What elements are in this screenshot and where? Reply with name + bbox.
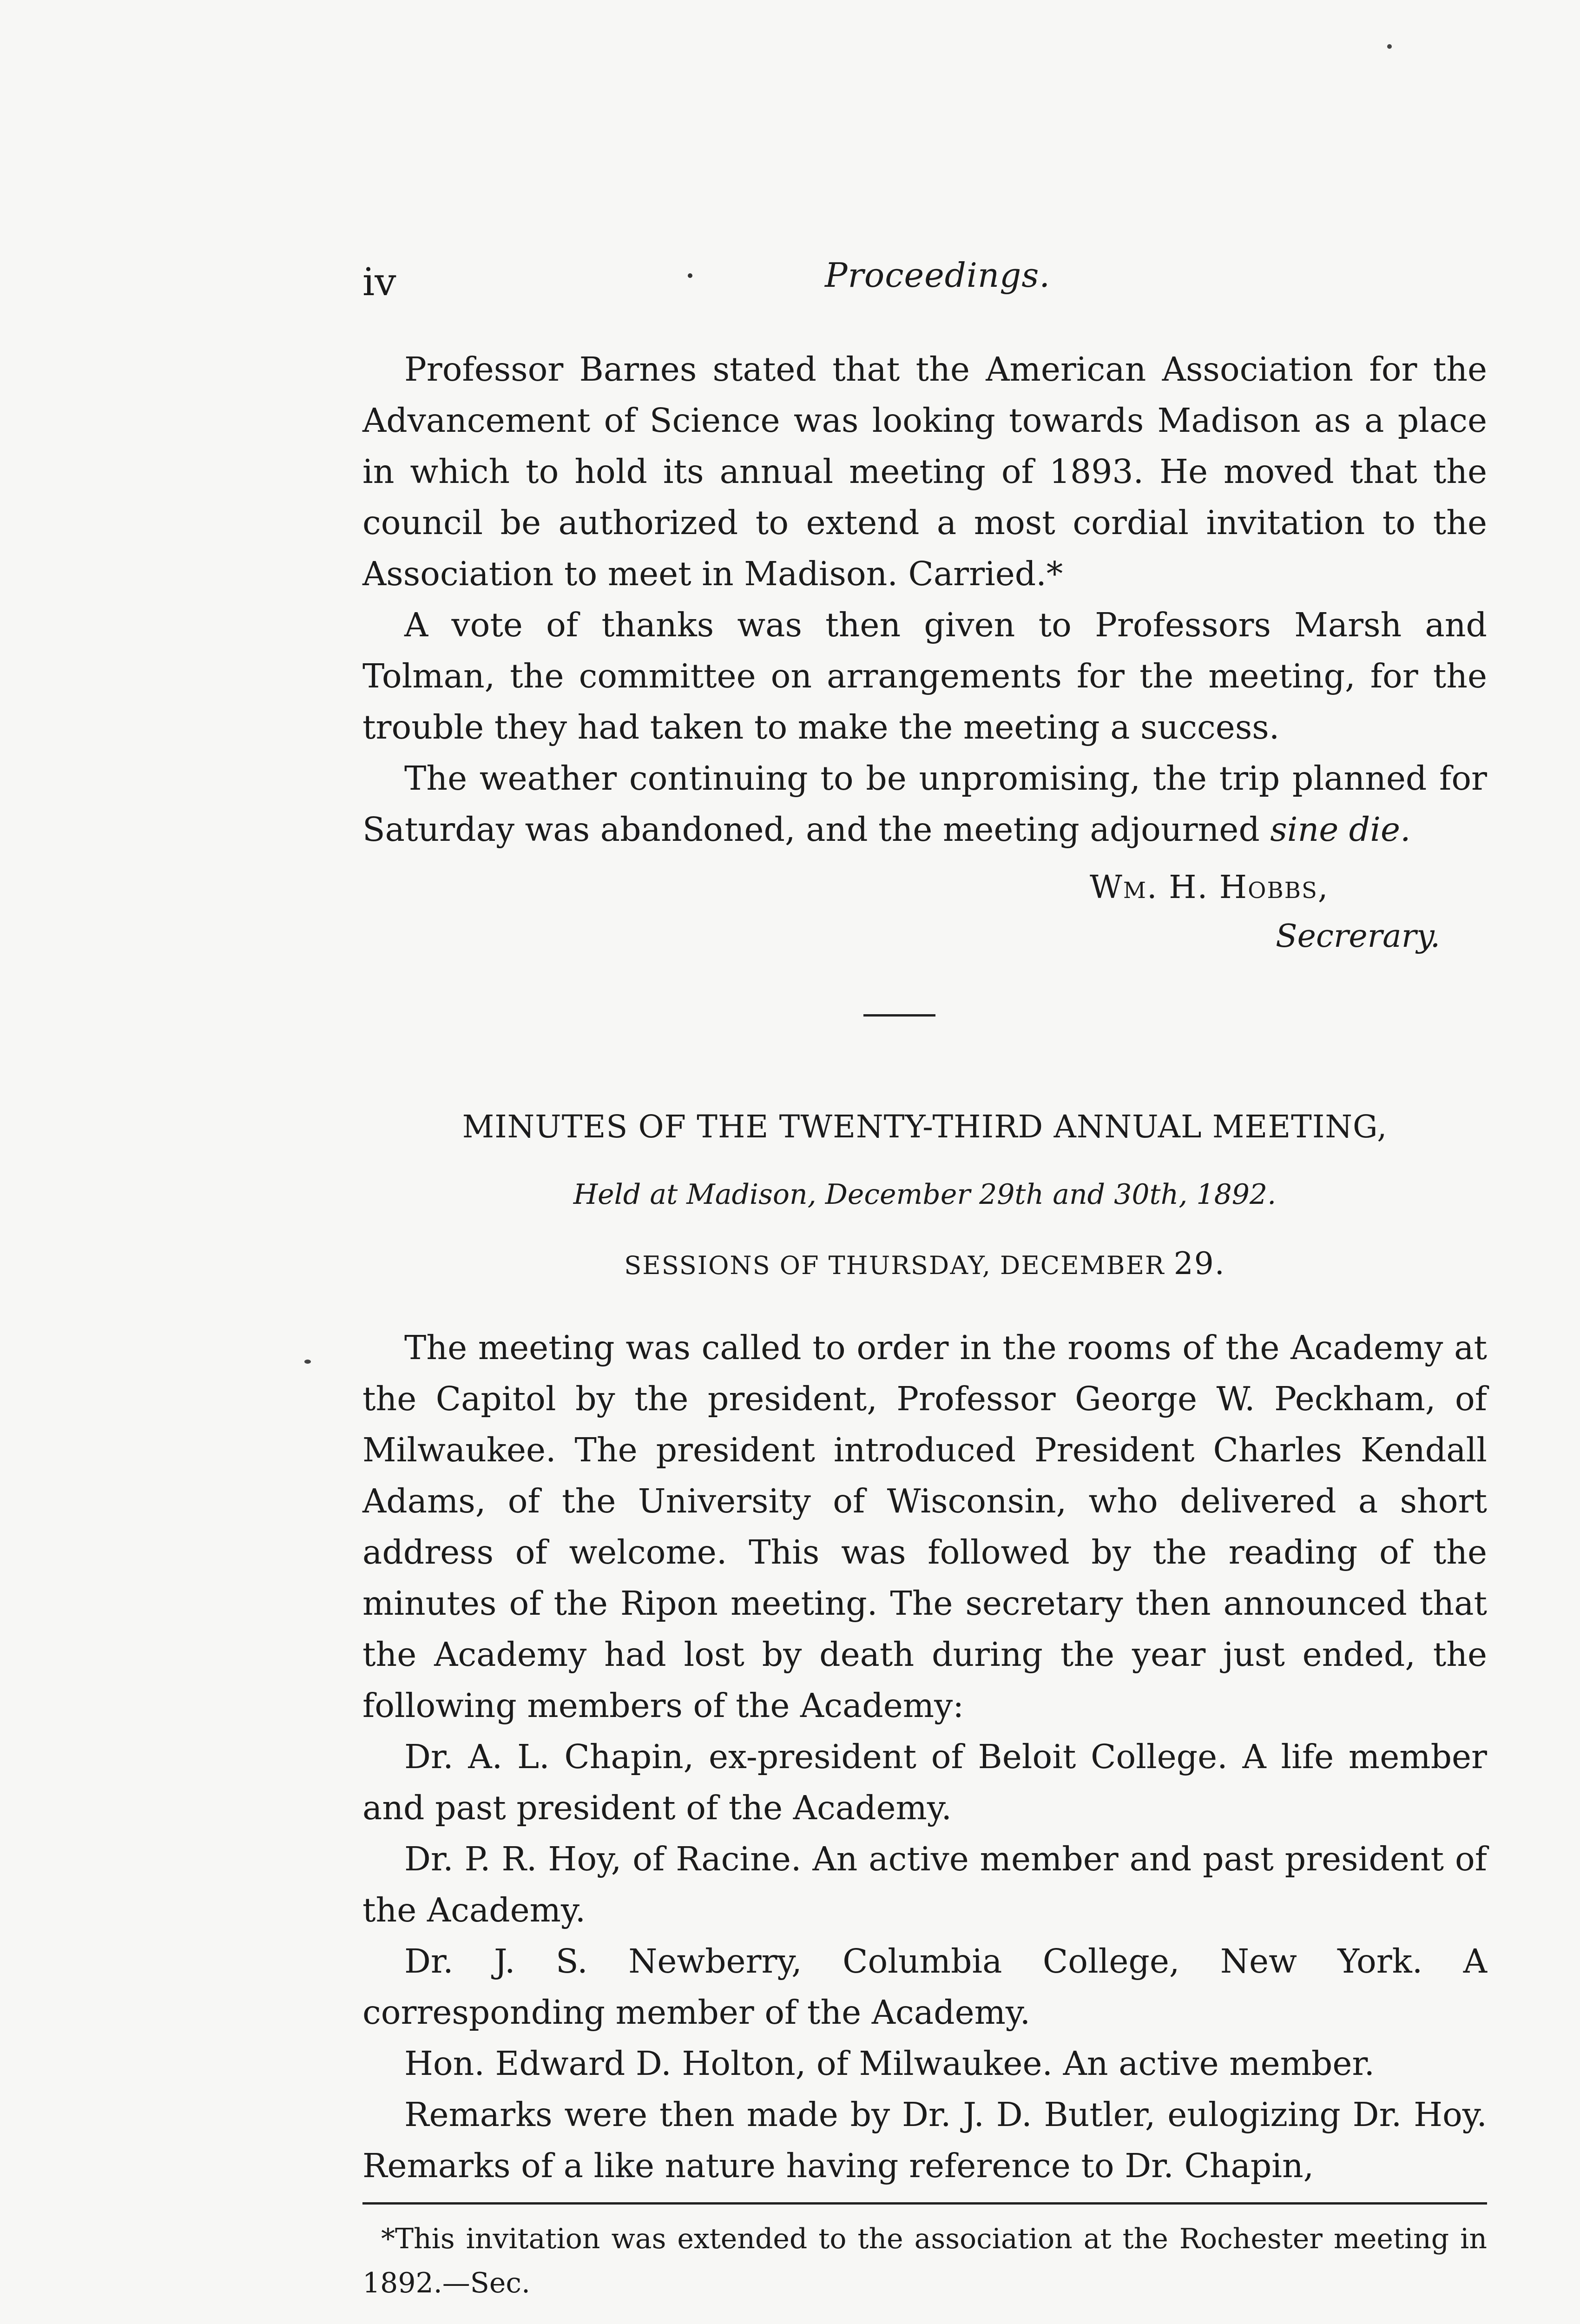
paragraph-hoy: Dr. P. R. Hoy, of Racine. An active member and past president of the Academy. [362, 1840, 1487, 1929]
paragraph-barnes: Professor Barnes stated that the American Association for the Advancement of Science was looking towards Madison as a place in which to hold its annual meeting of 1893. He moved that the council be authorized to extend a most cordial invitation to the Association to meet in Madison. Carried.* [362, 350, 1487, 593]
paragraph-chapin: Dr. A. L. Chapin, ex-president of Beloit College. A life member and past president of the Academy. [362, 1737, 1487, 1827]
top-section [362, 344, 1487, 855]
minutes-held: Held at Madison, December 29th and 30th, 1892. [573, 1178, 1277, 1211]
section-divider [863, 1014, 935, 1017]
signature-title: Secrerary. [1276, 918, 1441, 955]
sessions-day: 29. [1173, 1246, 1225, 1281]
page-number: iv [362, 260, 396, 304]
weather-text: The weather continuing to be unpromising, the trip planned for Saturday was abandoned, and the meeting adjourned [362, 759, 1487, 849]
scan-speck [1387, 44, 1392, 49]
sessions-heading [362, 1246, 1487, 1281]
paragraph-weather [362, 753, 1487, 855]
page-header [362, 256, 1487, 311]
paragraph-vote-of-thanks: A vote of thanks was then given to Professors Marsh and Tolman, the committee on arrangements for the meeting, for the trouble they had taken to make the meeting a success. [362, 606, 1487, 746]
running-title: Proceedings. [825, 256, 1051, 295]
footnote-text: *This invitation was extended to the association at the Rochester meeting in 1892.—Sec. [362, 2223, 1487, 2299]
paragraph-meeting-called: The meeting was called to order in the rooms of the Academy at the Capitol by the president, Professor George W. Peckham, of Milwaukee. The president introduced President Charles Kendall Adams, of the University of Wisconsin, who delivered a short address of welcome. This was followed by the reading of the minutes of the Ripon meeting. The secretary then announced that the Academy had lost by death during the year just ended, the following members of the Academy: [362, 1328, 1487, 1725]
footnote-rule [362, 2202, 1487, 2205]
scan-speck [304, 1360, 311, 1364]
minutes-section [362, 1322, 1487, 2192]
footnote [362, 2217, 1487, 2305]
paragraph-holton: Hon. Edward D. Holton, of Milwaukee. An active member. [404, 2044, 1375, 2083]
minutes-heading: MINUTES OF THE TWENTY-THIRD ANNUAL MEETING, [462, 1109, 1388, 1145]
header-dot [688, 273, 692, 278]
paragraph-remarks: Remarks were then made by Dr. J. D. Butler, eulogizing Dr. Hoy. Remarks of a like nature having reference to Dr. Chapin, [362, 2095, 1487, 2185]
sine-die: sine die. [1270, 810, 1411, 849]
paragraph-newberry: Dr. J. S. Newberry, Columbia College, New York. A corresponding member of the Academy. [362, 1942, 1487, 2032]
sessions-label: SESSIONS OF THURSDAY, DECEMBER [624, 1251, 1165, 1280]
signature-name: Wm. H. Hobbs, [1090, 869, 1329, 906]
